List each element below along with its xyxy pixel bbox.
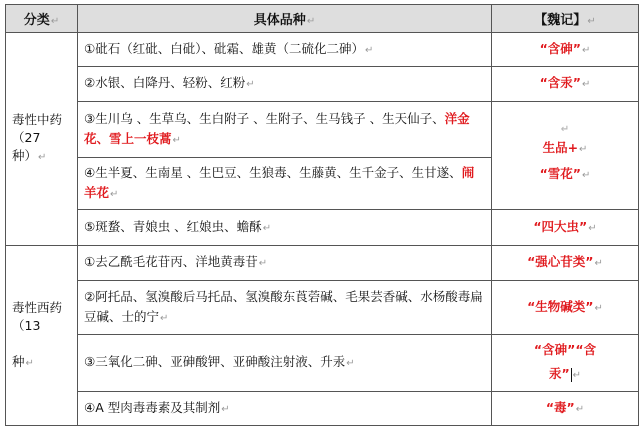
memo-cell	[492, 67, 639, 102]
header-category-text: 分类	[23, 13, 50, 28]
memo-text: 汞”	[548, 366, 570, 381]
table-row	[6, 335, 639, 392]
table-row	[6, 246, 639, 281]
memo-cell	[492, 392, 639, 426]
variety-cell	[78, 281, 492, 335]
paragraph-mark: ↵	[582, 169, 591, 181]
paragraph-mark: ↵	[579, 143, 588, 155]
variety-text: ①去乙酰毛花苷丙、洋地黄毒苷	[84, 254, 258, 269]
category-label-line: 种	[12, 353, 25, 369]
memo-text: 生品+	[542, 139, 579, 155]
paragraph-mark: ↵	[575, 403, 585, 415]
paragraph-mark: ↵	[560, 123, 570, 135]
header-varieties	[78, 5, 492, 33]
table-row	[6, 392, 639, 426]
table-row	[6, 281, 639, 335]
paragraph-mark: ↵	[594, 258, 603, 269]
toxic-drug-table	[5, 4, 639, 426]
memo-text: “含汞”	[539, 75, 582, 90]
memo-text: “毒”	[545, 399, 575, 415]
variety-cell	[78, 335, 492, 392]
memo-cell	[492, 281, 639, 335]
memo-text: “含砷”“含	[533, 342, 597, 357]
paragraph-mark: ↵	[160, 312, 169, 324]
paragraph-mark: ↵	[221, 403, 230, 415]
paragraph-mark: ↵	[582, 79, 591, 90]
memo-cell	[492, 335, 639, 392]
paragraph-mark: ↵	[594, 302, 603, 314]
memo-cell	[492, 102, 639, 210]
category-toxic-chinese	[6, 33, 78, 246]
paragraph-mark: ↵	[262, 222, 272, 234]
memo-text: “四大虫”	[533, 218, 588, 234]
variety-cell	[78, 246, 492, 281]
paragraph-mark: ↵	[25, 357, 34, 369]
memo-text: “含砷”	[539, 40, 582, 56]
paragraph-mark: ↵	[110, 188, 119, 200]
memo-cell	[492, 246, 639, 281]
variety-highlight: 洋金花、雪上一枝蒿	[84, 110, 470, 146]
variety-cell	[78, 210, 492, 246]
paragraph-mark: ↵	[587, 16, 596, 27]
text-cursor[interactable]	[571, 368, 572, 382]
variety-text: ④A 型肉毒毒素及其制剂	[84, 399, 221, 415]
paragraph-mark: ↵	[306, 16, 316, 27]
memo-cell	[492, 210, 639, 246]
variety-cell	[78, 67, 492, 102]
variety-cell	[78, 33, 492, 67]
paragraph-mark: ↵	[172, 134, 181, 146]
variety-cell	[78, 392, 492, 426]
variety-text: ⑤斑蝥、青娘虫 、红娘虫、蟾酥	[84, 218, 262, 234]
paragraph-mark: ↵	[246, 79, 255, 90]
variety-text: ②水银、白降丹、轻粉、红粉	[84, 75, 246, 90]
header-memo	[492, 5, 639, 33]
memo-cell	[492, 33, 639, 67]
paragraph-mark: ↵	[346, 358, 355, 369]
memo-text: “生物碱类”	[527, 298, 594, 314]
paragraph-mark: ↵	[258, 258, 268, 269]
table-row	[6, 33, 639, 67]
table-header-row	[6, 5, 639, 33]
drug-table-page	[5, 4, 638, 426]
category-label-line: 毒性中药（27	[12, 112, 63, 145]
category-toxic-western	[6, 246, 78, 426]
paragraph-mark: ↵	[588, 222, 597, 234]
paragraph-mark: ↵	[582, 44, 591, 56]
variety-highlight: 闹羊花	[84, 164, 475, 200]
paragraph-mark: ↵	[572, 370, 582, 381]
category-label-line: 种）	[12, 148, 38, 163]
variety-text: ③生川乌 、生草乌、生白附子 、生附子、生马钱子 、生天仙子、	[84, 110, 445, 126]
variety-cell	[78, 102, 492, 158]
variety-text: ②阿托品、氢溴酸后马托品、氢溴酸东莨菪碱、毛果芸香碱、水杨酸毒扁豆碱、士的宁	[84, 288, 483, 324]
paragraph-mark: ↵	[364, 44, 374, 56]
table-row	[6, 210, 639, 246]
paragraph-mark: ↵	[50, 16, 60, 27]
memo-text: “强心苷类”	[527, 254, 594, 269]
variety-text: ③三氧化二砷、亚砷酸钾、亚砷酸注射液、升汞	[84, 354, 346, 369]
variety-cell	[78, 158, 492, 210]
paragraph-mark: ↵	[38, 152, 47, 163]
header-category	[6, 5, 78, 33]
table-row	[6, 102, 639, 158]
header-varieties-text: 具体品种	[253, 13, 306, 28]
memo-text: “雪花”	[539, 165, 582, 181]
variety-text: ④生半夏、生南星 、生巴豆、生狼毒、生藤黄、生千金子、生甘遂、	[84, 164, 462, 180]
table-row	[6, 67, 639, 102]
variety-text: ①砒石（红砒、白砒）、砒霜、雄黄（二硫化二砷）	[84, 40, 364, 56]
category-label-line: 毒性西药（13	[12, 299, 63, 333]
header-memo-text: 【魏记】	[534, 13, 587, 28]
